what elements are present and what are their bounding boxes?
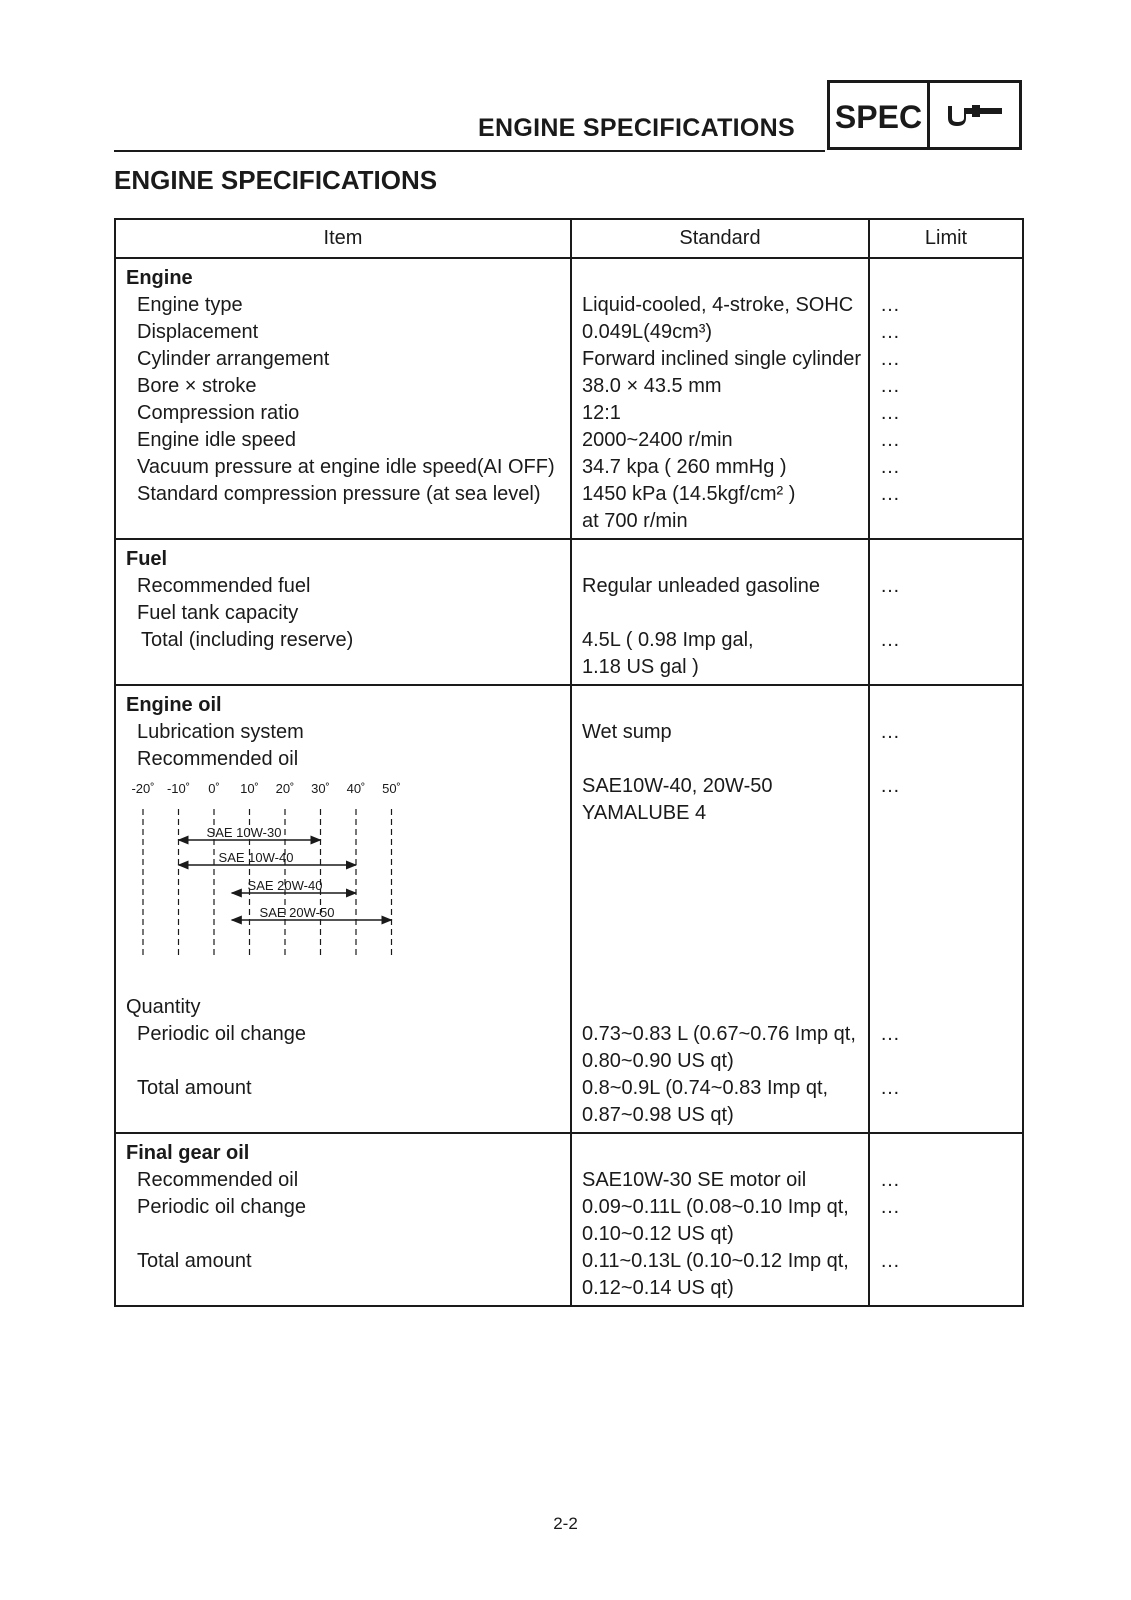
- standard-value: 1.18 US gal ): [582, 656, 699, 678]
- limit-value: …: [880, 1023, 900, 1045]
- standard-value: 0.049L(49cm³): [582, 321, 713, 343]
- wrench-gauge-icon: [930, 83, 1019, 147]
- range-label: SAE 10W-40: [218, 850, 294, 865]
- item-label: Recommended oil: [137, 1169, 299, 1191]
- item-label: Vacuum pressure at engine idle speed(AI OFF): [137, 456, 555, 478]
- header-rule: [114, 150, 825, 152]
- standard-value: 0.87~0.98 US qt): [582, 1104, 734, 1126]
- x-tick-label: 20˚: [275, 781, 295, 796]
- limit-value: …: [880, 1077, 900, 1099]
- item-label: Periodic oil change: [137, 1196, 306, 1218]
- item-label: Fuel tank capacity: [137, 602, 299, 624]
- section-heading: Engine oil: [126, 694, 222, 716]
- item-label: Engine idle speed: [137, 429, 297, 451]
- item-label: Quantity: [126, 996, 201, 1018]
- item-label: Total (including reserve): [141, 629, 354, 651]
- limit-value: …: [880, 721, 900, 743]
- standard-value: 38.0 × 43.5 mm: [582, 375, 722, 397]
- limit-value: …: [880, 402, 900, 424]
- standard-value: 12:1: [582, 402, 621, 424]
- standard-value: 0.12~0.14 US qt): [582, 1277, 734, 1299]
- limit-value: …: [880, 321, 900, 343]
- limit-value: …: [880, 1196, 900, 1218]
- item-label: Displacement: [137, 321, 259, 343]
- standard-value: 0.8~0.9L (0.74~0.83 Imp qt,: [582, 1077, 829, 1099]
- limit-value: …: [880, 348, 900, 370]
- section-engine: [115, 258, 1023, 539]
- standard-value: 1450 kPa (14.5kgf/cm² ): [582, 483, 796, 505]
- standard-value: Regular unleaded gasoline: [582, 575, 820, 597]
- standard-value: 0.73~0.83 L (0.67~0.76 Imp qt,: [582, 1023, 856, 1045]
- spec-badge: [827, 80, 1022, 150]
- x-tick-label: -20˚: [131, 781, 155, 796]
- limit-value: …: [880, 629, 900, 651]
- x-tick-label: 10˚: [240, 781, 259, 796]
- item-label: Engine type: [137, 294, 243, 316]
- item-label: Standard compression pressure (at sea level): [137, 483, 541, 505]
- limit-value: …: [880, 429, 900, 451]
- item-label: Total amount: [137, 1077, 252, 1099]
- standard-value: 2000~2400 r/min: [582, 429, 733, 451]
- column-header-standard: Standard: [571, 219, 869, 258]
- section-heading: Final gear oil: [126, 1142, 250, 1164]
- standard-value: 0.11~0.13L (0.10~0.12 Imp qt,: [582, 1250, 849, 1272]
- range-label: SAE 20W-50: [259, 905, 335, 920]
- standard-value: SAE10W-40, 20W-50: [582, 775, 773, 797]
- section-heading: Fuel: [126, 548, 168, 570]
- x-tick-label: 30˚: [311, 781, 330, 796]
- item-label: Cylinder arrangement: [137, 348, 330, 370]
- standard-value: SAE10W-30 SE motor oil: [582, 1169, 807, 1191]
- limit-value: …: [880, 294, 900, 316]
- section-title: ENGINE SPECIFICATIONS: [114, 165, 438, 195]
- standard-value: YAMALUBE 4: [582, 802, 707, 824]
- item-label: Total amount: [137, 1250, 252, 1272]
- item-label: Compression ratio: [137, 402, 300, 424]
- standard-value: at 700 r/min: [582, 510, 688, 532]
- standard-value: 0.09~0.11L (0.08~0.10 Imp qt,: [582, 1196, 849, 1218]
- standard-value: 0.10~0.12 US qt): [582, 1223, 734, 1245]
- limit-value: …: [880, 1250, 900, 1272]
- item-label: Recommended oil: [137, 748, 299, 770]
- column-header-limit: Limit: [869, 219, 1023, 258]
- x-tick-label: 40˚: [346, 781, 366, 796]
- item-label: Lubrication system: [137, 721, 304, 743]
- oil-temperature-chart: [126, 773, 570, 994]
- item-label: Recommended fuel: [137, 575, 311, 597]
- spec-badge-label: SPEC: [830, 83, 930, 147]
- limit-value: …: [880, 456, 900, 478]
- standard-value: 0.80~0.90 US qt): [582, 1050, 734, 1072]
- limit-value: …: [880, 1169, 900, 1191]
- standard-value: Wet sump: [582, 721, 672, 743]
- section-heading: Engine: [126, 267, 193, 289]
- x-tick-label: 50˚: [382, 781, 401, 796]
- standard-value: Forward inclined single cylinder: [582, 348, 862, 370]
- section-engine-oil: [115, 685, 1023, 1133]
- standard-value: 34.7 kpa ( 260 mmHg ): [582, 456, 787, 478]
- standard-value: 4.5L ( 0.98 Imp gal,: [582, 629, 754, 651]
- item-label: Periodic oil change: [137, 1023, 306, 1045]
- limit-value: …: [880, 375, 900, 397]
- standard-value: Liquid-cooled, 4-stroke, SOHC: [582, 294, 854, 316]
- section-final-gear-oil: [115, 1133, 1023, 1306]
- limit-value: …: [880, 775, 900, 797]
- header-title: ENGINE SPECIFICATIONS: [478, 114, 795, 142]
- page-number: 2-2: [553, 1514, 578, 1533]
- column-header-item: Item: [115, 219, 571, 258]
- item-label: Bore × stroke: [137, 375, 257, 397]
- range-label: SAE 20W-40: [247, 878, 323, 893]
- spec-table: [114, 218, 1024, 1307]
- section-fuel: [115, 539, 1023, 685]
- x-tick-label: 0˚: [208, 781, 220, 796]
- limit-value: …: [880, 575, 900, 597]
- limit-value: …: [880, 483, 900, 505]
- x-tick-label: -10˚: [166, 781, 191, 796]
- table-header-row: [115, 219, 1023, 258]
- range-label: SAE 10W-30: [206, 825, 282, 840]
